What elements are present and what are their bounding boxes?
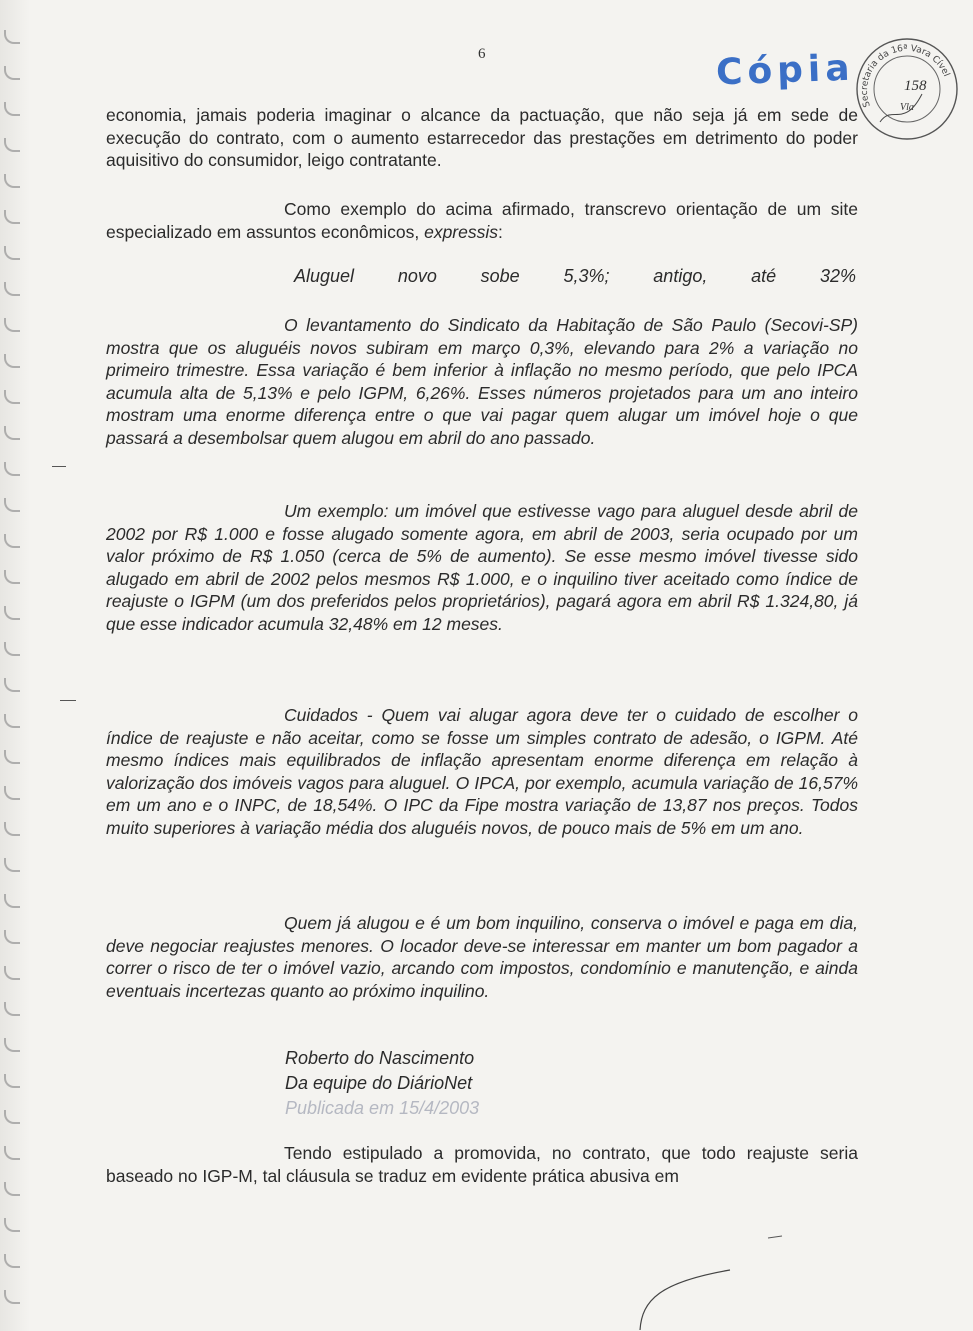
headline-word: novo <box>397 266 437 286</box>
binding-ring <box>4 102 20 116</box>
binding-ring <box>4 138 20 152</box>
binding-ring <box>4 678 20 692</box>
quote-levantamento <box>106 314 858 449</box>
binding-ring <box>4 714 20 728</box>
binding-ring <box>4 354 20 368</box>
paragraph-levantamento: O levantamento do Sindicato da Habitação de São Paulo (Secovi-SP) mostra que os aluguéis novos subiram em março 0,3%, elevando para 2% a variação no primeiro trimestre. Essa variação é bem inferior à inflação no mesmo período, que pelo IPCA acumula alta de 5,13% e pelo IGPM, 6,26%. Esses números projetados para um ano inteiro mostram uma enorme diferença entre o que vai pagar quem alugar um imóvel hoje o que passará a desembolsar quem alugou em abril do ano passado. <box>106 315 858 448</box>
binding-ring <box>4 786 20 800</box>
seal-page-ref: 158 <box>904 78 927 94</box>
paragraph-exemplo-italic: expressis <box>424 221 499 242</box>
binding-ring <box>4 1218 20 1232</box>
seal-ring-text: Secretaria da 16ª Vara Cível <box>859 43 952 109</box>
binding-ring <box>4 1074 20 1088</box>
margin-mark <box>60 700 76 701</box>
binding-ring <box>4 498 20 512</box>
binding-ring <box>4 174 20 188</box>
paragraph-exemplo-end: : <box>498 221 503 242</box>
binding-ring <box>4 570 20 584</box>
binding-ring <box>4 1146 20 1160</box>
headline-word: 5,3%; <box>563 266 610 286</box>
article-signature <box>285 1046 479 1121</box>
example-paragraph <box>106 198 858 243</box>
paragraph-um-exemplo: Um exemplo: um imóvel que estivesse vago para aluguel desde abril de 2002 por R$ 1.000 e fosse alugado somente agora, em abril de 2003, seria ocupado por um valor próximo de R$ 1.050 (cerca de 5% de aumento). Se esse mesmo imóvel tivesse sido alugado em abril de 2002 pelos mesmos R$ 1.000, e o inquilino tiver aceitado como índice de reajuste o IGPM (um dos preferidos pelos proprietários), pagará agora em abril R$ 1.324,80, já que esse indicador acumula 32,48% em 12 meses. <box>106 501 858 634</box>
quote-inquilino <box>106 912 858 1002</box>
court-seal-stamp <box>852 34 962 144</box>
paragraph-quem-ja-alugou: Quem já alugou e é um bom inquilino, conserva o imóvel e paga em dia, deve negociar reajustes menores. O locador deve-se interessar em manter um bom pagador a correr o risco de ter o imóvel vazio, arcando com impostos, condomínio e manutenção, e ainda eventuais incertezas quanto ao próximo inquilino. <box>106 913 858 1001</box>
binding-ring <box>4 318 20 332</box>
binding-ring <box>4 1002 20 1016</box>
binding-ring <box>4 966 20 980</box>
binding-ring <box>4 1254 20 1268</box>
headline-word: sobe <box>480 266 520 286</box>
binding-ring <box>4 606 20 620</box>
closing-paragraph <box>106 1142 858 1187</box>
paragraph-tendo-estipulado: Tendo estipulado a promovida, no contrato, que todo reajuste seria baseado no IGP-M, tal cláusula se traduz em evidente prática abusiva em <box>106 1143 858 1186</box>
quote-exemplo <box>106 500 858 635</box>
headline-word: antigo, <box>653 266 708 286</box>
seal-initials: Vla <box>900 102 914 113</box>
binding-ring <box>4 930 20 944</box>
binding-ring <box>4 30 20 44</box>
binding-ring <box>4 822 20 836</box>
quoted-headline <box>294 266 856 287</box>
signature-team: Da equipe do DiárioNet <box>285 1073 473 1093</box>
quote-cuidados <box>106 704 858 839</box>
headline-word: até <box>751 266 777 286</box>
paragraph-exemplo <box>106 198 858 243</box>
paragraph-cuidados: Cuidados - Quem vai alugar agora deve ter o cuidado de escolher o índice de reajuste e não aceitar, como se fosse um simples contrato de adesão, o IGPM. Até mesmo índices mais equilibrados de inflação apresentam enorme diferença em relação à valorização dos imóveis vagos para aluguel. O IPCA, por exemplo, acumula variação de 16,57% em um ano e o INPC, de 18,54%. O IPC da Fipe mostra variação de 13,87 nos preços. Todos muito superiores à variação média dos aluguéis novos, de pouco mais de 5% em um ano. <box>106 705 858 838</box>
binding-ring <box>4 750 20 764</box>
binding-edge <box>0 0 30 1331</box>
paragraph-exemplo-text: Como exemplo do acima afirmado, transcrevo orientação de um site especializado em assuntos econômicos, <box>106 199 858 242</box>
margin-mark <box>52 466 66 467</box>
binding-ring <box>4 1182 20 1196</box>
handwritten-rubric <box>600 1230 820 1331</box>
binding-ring <box>4 426 20 440</box>
headline-word: Aluguel <box>294 266 355 286</box>
binding-ring <box>4 462 20 476</box>
binding-ring <box>4 1110 20 1124</box>
binding-ring <box>4 894 20 908</box>
signature-author: Roberto do Nascimento <box>285 1048 475 1068</box>
binding-ring <box>4 282 20 296</box>
intro-paragraph <box>106 104 858 172</box>
binding-ring <box>4 246 20 260</box>
binding-ring <box>4 66 20 80</box>
binding-ring <box>4 642 20 656</box>
binding-ring <box>4 534 20 548</box>
binding-ring <box>4 858 20 872</box>
binding-ring <box>4 1290 20 1304</box>
paragraph-economia: economia, jamais poderia imaginar o alcance da pactuação, que não seja já em sede de execução do contrato, com o aumento estarrecedor das prestações em detrimento do poder aquisitivo do consumidor, leigo contratante. <box>106 105 858 170</box>
copy-stamp: Cópia <box>715 47 856 94</box>
binding-ring <box>4 210 20 224</box>
binding-ring <box>4 1038 20 1052</box>
signature-published-date: Publicada em 15/4/2003 <box>285 1098 480 1118</box>
headline-word: 32% <box>819 266 856 286</box>
page-number: 6 <box>478 46 486 62</box>
binding-ring <box>4 390 20 404</box>
